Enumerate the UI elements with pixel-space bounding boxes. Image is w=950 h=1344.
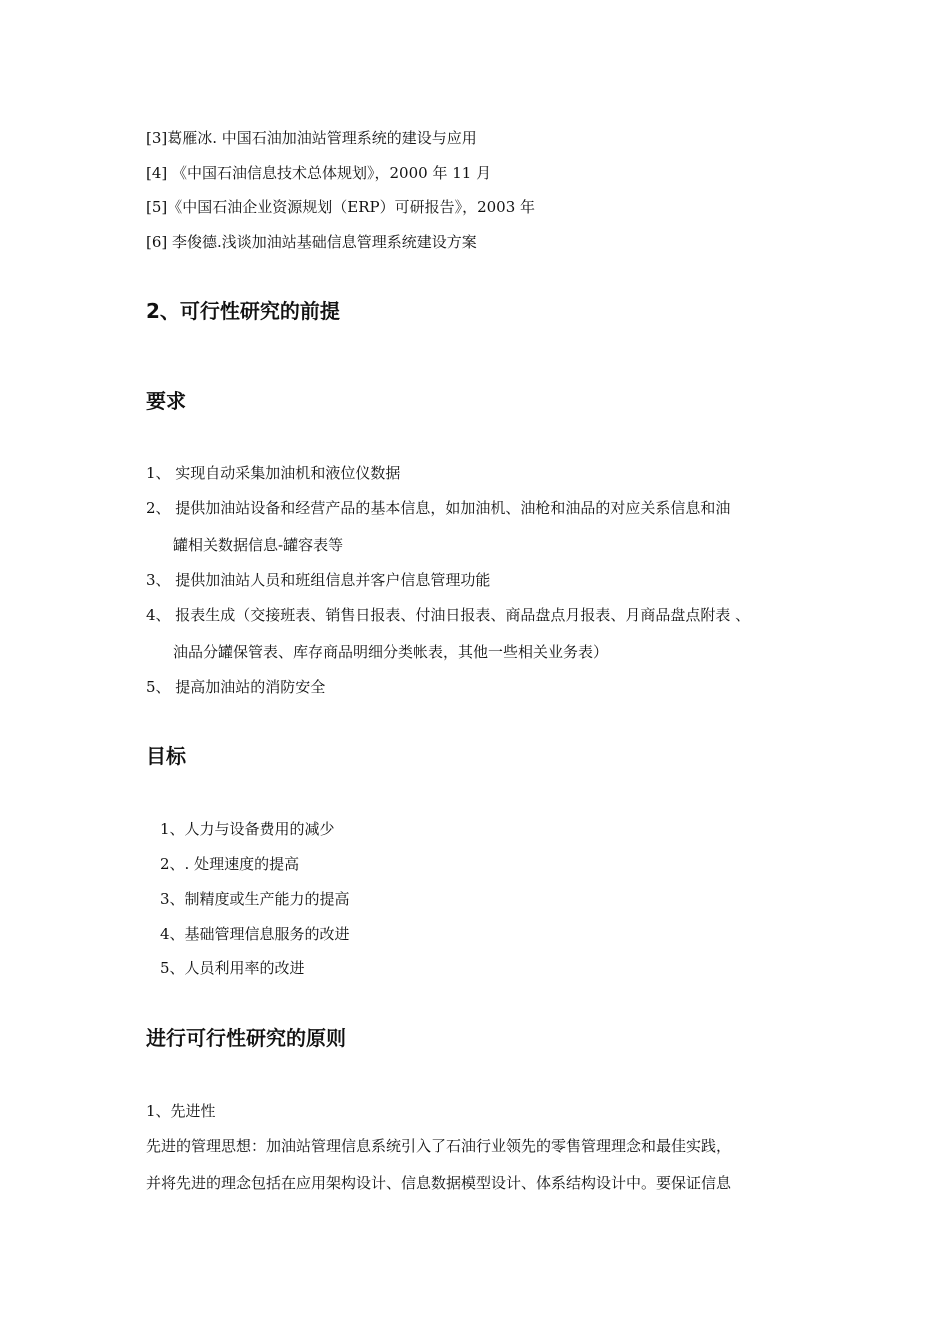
goal-item: 5、人员利用率的改进 bbox=[160, 959, 305, 977]
principle-item: 1、先进性 bbox=[146, 1102, 216, 1120]
section-title: 2、可行性研究的前提 bbox=[146, 299, 340, 323]
requirement-item: 1、 实现自动采集加油机和液位仪数据 bbox=[146, 464, 401, 482]
principles-heading: 进行可行性研究的原则 bbox=[146, 1026, 346, 1050]
requirement-item-continued: 油品分罐保管表、库存商品明细分类帐表，其他一些相关业务表） bbox=[173, 643, 609, 661]
goal-item: 2、. 处理速度的提高 bbox=[160, 855, 300, 873]
requirement-item-continued: 罐相关数据信息-罐容表等 bbox=[173, 536, 344, 554]
requirement-item: 5、 提高加油站的消防安全 bbox=[146, 678, 326, 696]
reference-item: [3]葛雁冰. 中国石油加油站管理系统的建设与应用 bbox=[146, 129, 477, 147]
requirement-item: 2、 提供加油站设备和经营产品的基本信息，如加油机、油枪和油品的对应关系信息和油 bbox=[146, 499, 731, 517]
requirement-item: 4、 报表生成（交接班表、销售日报表、付油日报表、商品盘点月报表、月商品盘点附表 、 bbox=[146, 606, 751, 624]
principle-paragraph: 先进的管理思想：加油站管理信息系统引入了石油行业领先的零售管理理念和最佳实践， bbox=[146, 1137, 732, 1155]
goals-heading: 目标 bbox=[146, 744, 186, 768]
principle-paragraph: 并将先进的理念包括在应用架构设计、信息数据模型设计、体系结构设计中。要保证信息 bbox=[146, 1174, 732, 1192]
requirement-item: 3、 提供加油站人员和班组信息并客户信息管理功能 bbox=[146, 571, 491, 589]
reference-item: [5]《中国石油企业资源规划（ERP）可研报告》，2003 年 bbox=[146, 198, 536, 216]
reference-item: [4] 《中国石油信息技术总体规划》，2000 年 11 月 bbox=[146, 164, 492, 182]
goal-item: 4、基础管理信息服务的改进 bbox=[160, 925, 350, 943]
goal-item: 1、人力与设备费用的减少 bbox=[160, 820, 335, 838]
requirements-heading: 要求 bbox=[146, 389, 186, 413]
goal-item: 3、制精度或生产能力的提高 bbox=[160, 890, 350, 908]
reference-item: [6] 李俊德.浅谈加油站基础信息管理系统建设方案 bbox=[146, 233, 477, 251]
